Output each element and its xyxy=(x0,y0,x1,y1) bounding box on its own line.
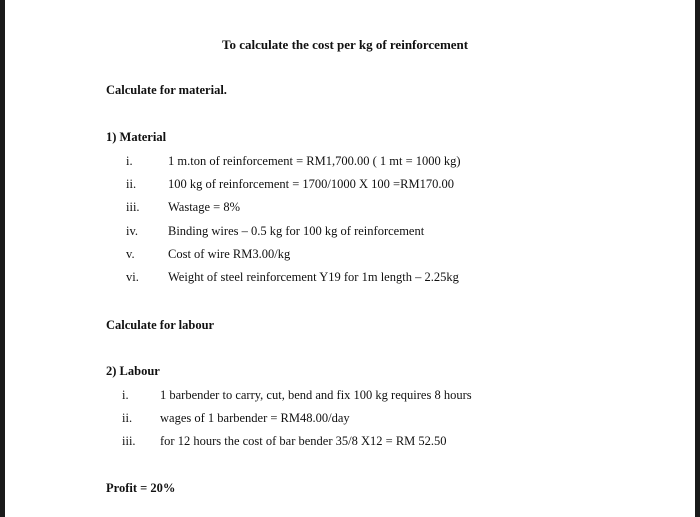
left-edge-bar xyxy=(0,0,5,517)
labour-list-heading: 2) Labour xyxy=(106,364,160,378)
material-item-text: Wastage = 8% xyxy=(168,200,240,214)
material-item-text: 1 m.ton of reinforcement = RM1,700.00 ( 1 mt = 1000 kg) xyxy=(168,154,461,168)
labour-item-text: for 12 hours the cost of bar bender 35/8 X12 = RM 52.50 xyxy=(160,434,447,448)
labour-item-text: wages of 1 barbender = RM48.00/day xyxy=(160,411,350,425)
labour-item-number: i. xyxy=(122,388,129,402)
material-item-number: iv. xyxy=(126,224,139,238)
material-item-number: ii. xyxy=(126,177,137,191)
labour-item-text: 1 barbender to carry, cut, bend and fix 100 kg requires 8 hours xyxy=(160,388,472,402)
page-title: To calculate the cost per kg of reinforcement xyxy=(222,37,469,52)
profit-line: Profit = 20% xyxy=(106,481,176,495)
right-edge-bar xyxy=(695,0,700,517)
labour-section-heading: Calculate for labour xyxy=(106,318,215,332)
material-item-text: 100 kg of reinforcement = 1700/1000 X 100 =RM170.00 xyxy=(168,177,454,191)
material-item-number: i. xyxy=(126,154,133,168)
material-item-text: Binding wires – 0.5 kg for 100 kg of reinforcement xyxy=(168,224,425,238)
material-item-number: iii. xyxy=(126,200,140,214)
labour-item-number: iii. xyxy=(122,434,136,448)
material-item-text: Cost of wire RM3.00/kg xyxy=(168,247,291,261)
material-section-heading: Calculate for material. xyxy=(106,83,227,97)
material-list-heading: 1) Material xyxy=(106,130,167,144)
material-item-text: Weight of steel reinforcement Y19 for 1m length – 2.25kg xyxy=(168,270,459,284)
labour-item-number: ii. xyxy=(122,411,133,425)
material-item-number: v. xyxy=(126,247,135,261)
material-item-number: vi. xyxy=(126,270,139,284)
